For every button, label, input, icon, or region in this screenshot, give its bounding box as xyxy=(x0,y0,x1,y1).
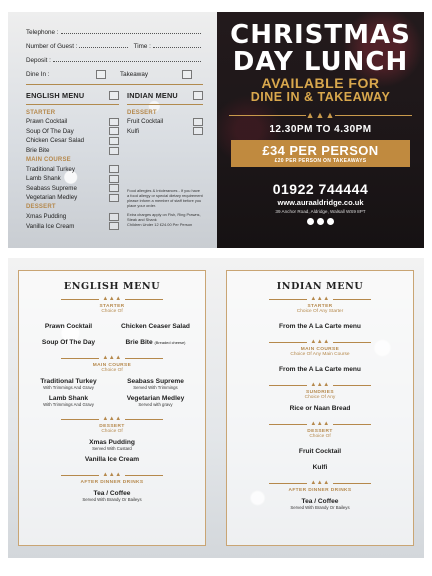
availability-line1: AVAILABLE FOR xyxy=(261,75,380,91)
order-item-row xyxy=(26,117,119,127)
dish: From the A La Carte menu xyxy=(279,323,361,330)
order-item-row xyxy=(26,212,119,222)
order-item-label: Kulfi xyxy=(127,127,140,135)
availability-line2: DINE IN & TAKEAWAY xyxy=(250,90,391,104)
phone-number[interactable]: 01922 744444 xyxy=(272,181,369,197)
time-label: Time : xyxy=(133,43,151,50)
indian-order-column xyxy=(127,88,203,231)
section-heading: AFTER DINNER DRINKS xyxy=(80,480,144,485)
english-menu-checkbox[interactable] xyxy=(109,91,119,100)
deposit-field[interactable] xyxy=(53,61,201,62)
main-row xyxy=(19,395,205,407)
main-row xyxy=(19,378,205,390)
order-item-label: Soup Of The Day xyxy=(26,127,74,135)
indian-menu-label: INDIAN MENU xyxy=(127,90,178,100)
dish: Seabass Supreme xyxy=(127,378,184,385)
section-subheading: Choice Of xyxy=(309,434,331,439)
section-subheading: Choice Of xyxy=(101,309,123,314)
indian-order-list xyxy=(127,108,203,136)
section-heading: AFTER DINNER DRINKS xyxy=(288,488,352,493)
section-heading: STARTER xyxy=(307,304,333,309)
dish: Vegetarian Medley xyxy=(126,395,185,402)
order-item-checkbox[interactable] xyxy=(109,137,119,145)
indian-menu-option xyxy=(127,88,203,102)
order-item-row xyxy=(127,127,203,137)
order-item-label: Xmas Pudding xyxy=(26,213,67,221)
address-text: 39 Anchor Road, Aldridge, Walsall WS9 8PT xyxy=(275,209,366,214)
dish: Kulfi xyxy=(312,464,328,471)
tree-divider xyxy=(61,296,163,302)
dine-in-label: Dine In : xyxy=(26,70,50,78)
website-link[interactable]: www.auraaldridge.co.uk xyxy=(277,198,364,207)
tree-divider xyxy=(61,472,163,478)
english-menu-label: ENGLISH MENU xyxy=(26,90,85,100)
dish: Xmas Pudding xyxy=(89,439,135,446)
promo-title-line2: DAY LUNCH xyxy=(232,47,409,77)
order-item-row xyxy=(26,221,119,231)
dish-note: Served With Custard xyxy=(92,446,132,451)
order-item-label: Chicken Cesar Salad xyxy=(26,137,85,145)
order-item-checkbox[interactable] xyxy=(193,118,203,126)
deposit-line xyxy=(26,50,203,64)
tree-icon: ▲▲▲ xyxy=(102,416,122,422)
tree-icon: ▲▲▲ xyxy=(102,296,122,302)
english-order-column xyxy=(26,88,119,231)
dish-name: Brie Bite xyxy=(125,339,153,346)
order-item-checkbox[interactable] xyxy=(109,118,119,126)
dish: Vanilla Ice Cream xyxy=(84,456,140,463)
allergy-note: Food allergies & Intolerances - If you have a food allergy or special dietary requirement please inform a member of staff before you place your order. xyxy=(127,188,203,209)
order-item-label: Vanilla Ice Cream xyxy=(26,222,75,230)
dish-block xyxy=(27,378,111,390)
order-item-label: Vegetarian Medley xyxy=(26,194,78,202)
children-price-note: Children Under 12 £24.00 Per Person xyxy=(127,222,193,228)
order-item-label: Prawn Cocktail xyxy=(26,118,68,126)
dish-note: Served With Trimmings xyxy=(133,385,178,390)
tree-icon: ▲▲▲ xyxy=(305,110,336,120)
dish: Fruit Cocktail xyxy=(298,448,342,455)
telephone-label: Telephone : xyxy=(26,29,59,36)
order-item-label: Brie Bite xyxy=(26,147,50,155)
order-section-heading: DESSERT xyxy=(127,109,157,116)
section-heading: DESSERT xyxy=(99,424,125,429)
english-order-list xyxy=(26,108,119,231)
tree-divider xyxy=(269,339,371,345)
order-section-heading: DESSERT xyxy=(26,204,56,211)
tree-divider xyxy=(61,416,163,422)
dine-in-checkbox[interactable] xyxy=(96,70,106,79)
dish: Soup Of The Day xyxy=(41,339,96,346)
order-section-heading: STARTER xyxy=(26,109,56,116)
tree-icon: ▲▲▲ xyxy=(310,296,330,302)
dish-block xyxy=(27,395,111,407)
section-subheading: Choice Of xyxy=(101,368,123,373)
dish: Prawn Cocktail xyxy=(44,323,93,330)
divider xyxy=(26,104,119,105)
order-item-checkbox[interactable] xyxy=(109,213,119,221)
english-menu-card xyxy=(18,270,206,546)
availability-text xyxy=(217,76,424,104)
order-item-checkbox[interactable] xyxy=(109,184,119,192)
dish-note: With Trimmings And Gravy xyxy=(43,402,94,407)
dish-block xyxy=(114,395,198,407)
dish: Rice or Naan Bread xyxy=(289,405,351,412)
order-item-checkbox[interactable] xyxy=(109,175,119,183)
tree-divider xyxy=(269,382,371,388)
english-menu-title: ENGLISH MENU xyxy=(63,281,161,292)
order-item-checkbox[interactable] xyxy=(109,165,119,173)
facebook-icon[interactable] xyxy=(307,218,314,225)
section-subheading: Choice Of xyxy=(101,429,123,434)
guests-line xyxy=(26,36,203,50)
takeaway-checkbox[interactable] xyxy=(182,70,192,79)
telephone-field[interactable] xyxy=(61,33,201,34)
tree-divider xyxy=(269,421,371,427)
dish: Chicken Ceaser Salad xyxy=(121,323,190,330)
order-item-label: Traditional Turkey xyxy=(26,165,75,173)
tree-icon: ▲▲▲ xyxy=(102,355,122,361)
deposit-label: Deposit : xyxy=(26,57,51,64)
order-item-checkbox[interactable] xyxy=(109,194,119,202)
tree-icon: ▲▲▲ xyxy=(310,421,330,427)
order-item-row xyxy=(26,146,119,156)
dish: From the A La Carte menu xyxy=(279,366,361,373)
twitter-icon[interactable] xyxy=(317,218,324,225)
tree-icon: ▲▲▲ xyxy=(310,382,330,388)
fine-print xyxy=(127,188,203,227)
tree-divider xyxy=(269,480,371,486)
price-per-person: £34 PER PERSON xyxy=(262,143,379,158)
divider xyxy=(26,84,203,85)
order-item-label: Seabass Supreme xyxy=(26,184,77,192)
section-heading: MAIN COURSE xyxy=(92,363,132,368)
dine-option-row xyxy=(26,66,203,82)
order-item-row xyxy=(26,136,119,146)
divider xyxy=(127,104,203,105)
promo-title xyxy=(217,12,424,76)
order-section-heading: MAIN COURSE xyxy=(26,156,71,163)
order-menu-columns xyxy=(26,88,203,231)
section-heading: SUNDRIES xyxy=(306,390,334,395)
english-menu-option xyxy=(26,88,119,102)
order-item-row xyxy=(127,117,203,127)
dish: Traditional Turkey xyxy=(40,378,97,385)
guests-field[interactable] xyxy=(79,47,127,48)
order-item-label: Lamb Shank xyxy=(26,175,61,183)
section-heading: MAIN COURSE xyxy=(300,347,340,352)
order-item-checkbox[interactable] xyxy=(109,127,119,135)
dish: Lamb Shank xyxy=(48,395,89,402)
dish-note: Served With Brandy Or Baileys xyxy=(290,505,350,510)
order-item-checkbox[interactable] xyxy=(109,222,119,230)
dish-note: Served With Brandy Or Baileys xyxy=(82,497,142,502)
order-item-label: Fruit Cocktail xyxy=(127,118,164,126)
indian-menu-card xyxy=(226,270,414,546)
section-heading: STARTER xyxy=(99,304,125,309)
tree-icon: ▲▲▲ xyxy=(102,472,122,478)
indian-menu-checkbox[interactable] xyxy=(193,91,203,100)
instagram-icon[interactable] xyxy=(327,218,334,225)
tree-divider xyxy=(269,296,371,302)
takeaway-label: Takeaway xyxy=(120,70,149,78)
section-heading: DESSERT xyxy=(307,429,333,434)
order-item-row xyxy=(26,184,119,194)
starter-row xyxy=(19,323,205,330)
price-banner xyxy=(231,140,410,167)
order-item-row xyxy=(26,164,119,174)
guests-label: Number of Guest : xyxy=(26,43,78,50)
extra-charge-note: Extra charges apply on Fish, Ring Prawns, Steak and Shank xyxy=(127,212,201,223)
order-item-checkbox[interactable] xyxy=(193,127,203,135)
dish: Tea / Coffee xyxy=(301,498,339,505)
dish-block xyxy=(114,378,198,390)
dish-block xyxy=(19,439,205,451)
leaflet-front xyxy=(8,12,424,248)
promo-title-line1: CHRISTMAS xyxy=(230,20,411,50)
dish: Tea / Coffee xyxy=(93,490,131,497)
takeaway-price-note: £20 PER PERSON ON TAKEAWAYS xyxy=(274,158,367,164)
social-icons xyxy=(217,218,424,225)
section-subheading: Choice Of Any Main Course xyxy=(290,352,350,357)
order-item-row xyxy=(26,127,119,137)
order-item-checkbox[interactable] xyxy=(109,147,119,155)
section-subheading: Choice Of Any xyxy=(304,395,336,400)
starter-row xyxy=(19,339,205,346)
dish-note: (Breaded cheese) xyxy=(154,340,186,345)
tree-icon: ▲▲▲ xyxy=(310,339,330,345)
dish-note: With Trimmings And Gravy xyxy=(43,385,94,390)
section-subheading: Choice Of Any Starter xyxy=(296,309,344,314)
order-item-row xyxy=(26,193,119,203)
promo-panel xyxy=(217,12,424,248)
order-item-row xyxy=(26,174,119,184)
tree-divider xyxy=(61,355,163,361)
leaflet-inside xyxy=(8,258,424,558)
order-form-panel xyxy=(8,12,217,248)
telephone-line xyxy=(26,22,203,36)
tree-divider xyxy=(229,110,412,120)
indian-menu-title: INDIAN MENU xyxy=(276,281,364,292)
tree-icon: ▲▲▲ xyxy=(310,480,330,486)
time-field[interactable] xyxy=(153,47,201,48)
dish-note: Served with gravy xyxy=(138,402,173,407)
dish xyxy=(114,339,198,346)
service-time: 12.30PM TO 4.30PM xyxy=(269,124,372,135)
